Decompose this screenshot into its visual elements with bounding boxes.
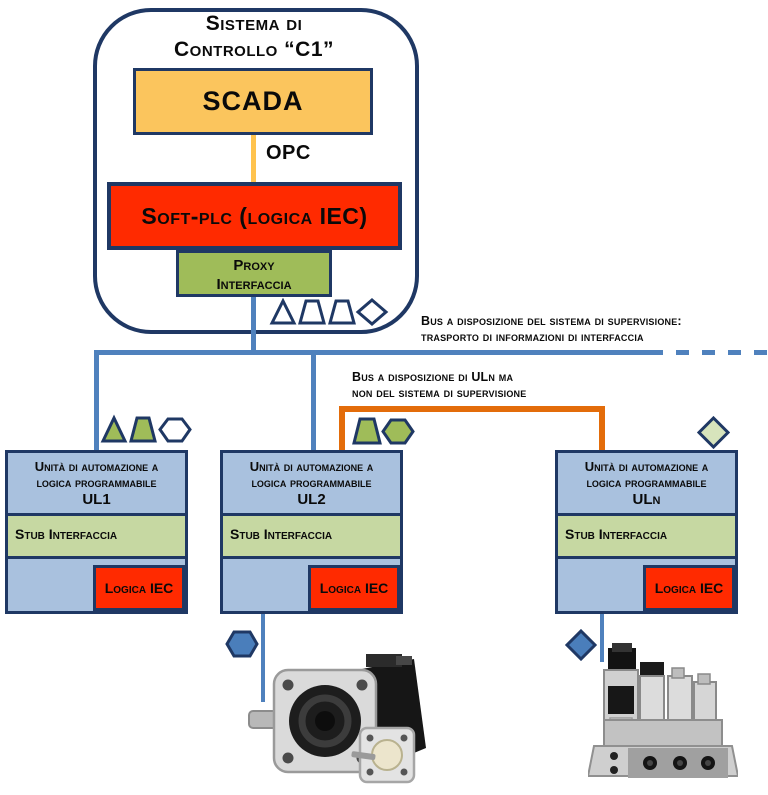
valve-port-center bbox=[705, 760, 711, 766]
supervision-bus-line bbox=[94, 350, 650, 355]
trapezoid-green-icon bbox=[131, 418, 155, 441]
motor-bolt bbox=[357, 680, 368, 691]
stub-interfaccia-box: Stub Interfaccia bbox=[558, 513, 735, 559]
unit-title bbox=[558, 453, 735, 509]
unit-label-line-2: logica programmabile bbox=[586, 475, 707, 490]
valve-port-center bbox=[677, 760, 683, 766]
trapezoid-outline-icon bbox=[330, 301, 354, 323]
logica-iec-box: Logica IEC bbox=[93, 565, 185, 611]
motor-bolt bbox=[283, 753, 294, 764]
opc-connector-line bbox=[251, 135, 256, 182]
valve-station bbox=[668, 676, 692, 722]
pneumatic-valve-manifold-photo bbox=[588, 642, 738, 792]
motor-connector-plug bbox=[396, 656, 412, 665]
uln-bus-drop-to-ul2 bbox=[339, 406, 345, 450]
valve-screw bbox=[610, 766, 618, 774]
proxy-interface-shapes-icon bbox=[268, 298, 392, 326]
unit-title bbox=[223, 453, 400, 509]
logica-iec-box: Logica IEC bbox=[308, 565, 400, 611]
stub-interfaccia-box: Stub Interfaccia bbox=[223, 513, 400, 559]
motor-bolt bbox=[367, 735, 374, 742]
unit-label-line-1: Unità di automazione a bbox=[34, 459, 159, 474]
trapezoid-green-icon bbox=[354, 419, 380, 443]
title-line-2: Controllo “C1” bbox=[174, 38, 334, 61]
motor-hub bbox=[315, 711, 335, 731]
valve-label-dark bbox=[608, 686, 634, 714]
unit-id: UL1 bbox=[82, 491, 111, 508]
valve-screw bbox=[610, 752, 618, 760]
valve-station bbox=[694, 682, 716, 722]
unit-id: ULn bbox=[632, 491, 661, 508]
proxy-interface-box bbox=[176, 250, 332, 297]
unit-ul2-box bbox=[220, 450, 403, 614]
unit-label-line-2: logica programmabile bbox=[36, 475, 157, 490]
supervision-bus-label-line-1: Bus a disposizione del sistema di supervisione: bbox=[421, 314, 682, 328]
supervision-bus-dashed-line bbox=[650, 350, 768, 355]
bus-drop-to-ul2 bbox=[311, 350, 316, 450]
proxy-label-line-1: Proxy bbox=[233, 257, 275, 274]
logica-iec-box: Logica IEC bbox=[643, 565, 735, 611]
hexagon-green-icon bbox=[383, 420, 413, 443]
valve-manifold-body bbox=[604, 720, 722, 748]
ul2-markers-icon bbox=[350, 412, 416, 446]
softplc-box: Soft-plc (logica IEC) bbox=[107, 182, 402, 250]
servo-motor-photo bbox=[248, 652, 433, 787]
hexagon-outline-icon bbox=[160, 419, 190, 441]
motor-bolt bbox=[401, 735, 408, 742]
motor-bolt bbox=[401, 769, 408, 776]
uln-bus-drop-to-uln bbox=[599, 406, 605, 450]
uln-marker-icon bbox=[697, 416, 730, 449]
bus-drop-to-ul1 bbox=[94, 350, 99, 450]
motor-secondary-face bbox=[372, 740, 402, 770]
triangle-outline-icon bbox=[272, 301, 294, 323]
triangle-green-icon bbox=[103, 418, 125, 441]
diamond-pale-green-icon bbox=[699, 418, 728, 447]
uln-bus-label bbox=[352, 369, 526, 401]
control-system-title bbox=[119, 11, 389, 63]
valve-port-center bbox=[647, 760, 653, 766]
valve-station-cap bbox=[698, 674, 710, 684]
opc-label: OPC bbox=[266, 142, 311, 164]
valve-station-cap bbox=[672, 668, 684, 678]
uln-bus-label-line-1: Bus a disposizione di ULn ma bbox=[352, 370, 514, 384]
proxy-to-bus-line bbox=[251, 297, 256, 353]
supervision-bus-label bbox=[421, 313, 682, 345]
unit-label-line-2: logica programmabile bbox=[251, 475, 372, 490]
trapezoid-outline-icon bbox=[300, 301, 324, 323]
diamond-outline-icon bbox=[358, 300, 386, 324]
supervision-bus-label-line-2: trasporto di informazioni di interfaccia bbox=[421, 330, 644, 344]
unit-id: UL2 bbox=[297, 491, 326, 508]
uln-bus-label-line-2: non del sistema di supervisione bbox=[352, 386, 527, 400]
valve-solenoid-cap bbox=[612, 643, 632, 652]
scada-box: SCADA bbox=[133, 68, 373, 135]
valve-station bbox=[640, 676, 664, 722]
unit-uln-box bbox=[555, 450, 738, 614]
unit-ul1-box bbox=[5, 450, 188, 614]
proxy-label-line-2: Interfaccia bbox=[216, 276, 292, 293]
unit-label-line-1: Unità di automazione a bbox=[249, 459, 374, 474]
unit-label-line-1: Unità di automazione a bbox=[584, 459, 709, 474]
title-line-1: Sistema di bbox=[205, 12, 303, 35]
ul1-markers-icon bbox=[100, 414, 196, 444]
motor-bolt bbox=[283, 680, 294, 691]
unit-title bbox=[8, 453, 185, 509]
stub-interfaccia-box: Stub Interfaccia bbox=[8, 513, 185, 559]
motor-bolt bbox=[367, 769, 374, 776]
